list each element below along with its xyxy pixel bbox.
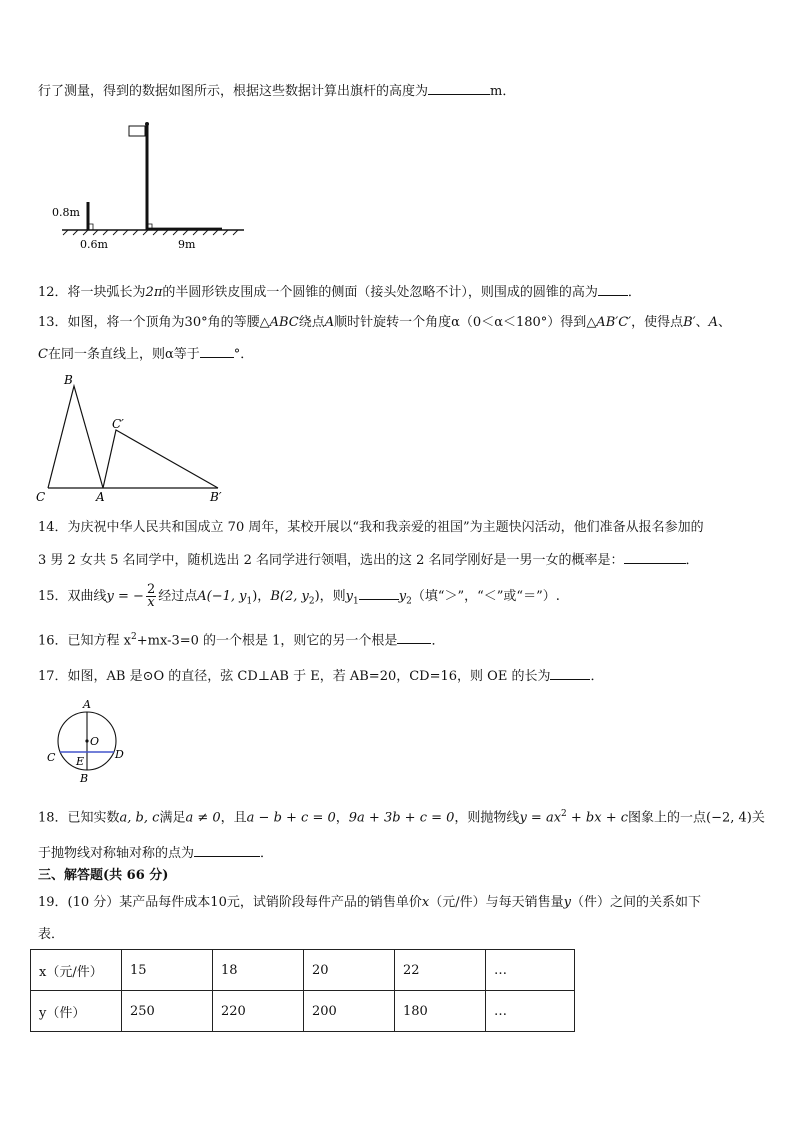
q19-line2: 表．: [38, 927, 65, 942]
table-cell: 20: [304, 950, 395, 991]
q18-line2: 于抛物线对称轴对称的点为 ．: [38, 842, 273, 864]
table-cell: 220: [213, 991, 304, 1032]
answer-blank-q13[interactable]: [200, 343, 234, 358]
label-C: C: [36, 490, 46, 504]
answer-blank-q11[interactable]: [428, 80, 490, 95]
label-A: A: [96, 490, 105, 504]
label-B: B: [80, 772, 89, 785]
label-C-prime: C′: [112, 417, 124, 431]
q14-line1: 14．为庆祝中华人民共和国成立 70 周年，某校开展以“我和我亲爱的祖国”为主题快闪活动，他们准备从报名参加的: [38, 520, 704, 535]
table-row: [31, 991, 575, 1032]
table-cell: 200: [304, 991, 395, 1032]
table-cell: …: [486, 991, 575, 1032]
answer-blank-q16[interactable]: [397, 629, 431, 644]
answer-blank-q15[interactable]: [359, 585, 399, 600]
table-cell: 250: [122, 991, 213, 1032]
answer-blank-q17[interactable]: [550, 665, 590, 680]
q18-line1: 18．已知实数a, b, c满足a ≠ 0，且a − b + c = 0，9a + 3b + c = 0，则抛物线$y = ax^2$ + bx + c图象上的一点(−2, 4)关: [38, 809, 765, 826]
answer-blank-q12[interactable]: [598, 281, 628, 296]
table-cell: 22: [395, 950, 486, 991]
label-A: A: [83, 698, 91, 711]
q16-text: 16．已知方程 $x^2+mx-3=0$ 的一个根是 1，则它的另一个根是 ．: [38, 627, 444, 651]
table-cell: …: [486, 950, 575, 991]
fraction: $\frac{2}{x}$: [146, 582, 156, 610]
table-cell: 18: [213, 950, 304, 991]
section-heading: 三、解答题(共 66 分): [38, 868, 169, 883]
q15-text: 15．双曲线y = − $\frac{2}{x}$ 经过点A(−1, $y_1$)，B(2, $y_2$)，则$y_1$ $y_2$（填“＞”，“＜”或“＝”）.: [38, 582, 560, 610]
label-rod-shadow: 0.6m: [80, 238, 108, 251]
table-cell: y（件）: [31, 991, 122, 1032]
q11-text: 行了测量，得到的数据如图所示，根据这些数据计算出旗杆的高度为 m．: [38, 80, 515, 102]
table-row: [31, 950, 575, 991]
q17-text: 17．如图，AB 是⊙O 的直径，弦 CD⊥AB 于 E，若 AB=20，CD=16，则 OE 的长为 ．: [38, 665, 603, 687]
label-pole-shadow: 9m: [178, 238, 196, 251]
flagpole-figure: [48, 118, 248, 253]
label-B-prime: B′: [210, 490, 222, 504]
answer-blank-q14[interactable]: [624, 549, 686, 564]
label-rod-height: 0.8m: [52, 206, 80, 219]
q14-line2: 3 男 2 女共 5 名同学中，随机选出 2 名同学进行领唱，选出的这 2 名同学刚好是一男一女的概率是： ．: [38, 549, 699, 571]
q13-line1: 13．如图，将一个顶角为30°角的等腰△ABC绕点A顺时针旋转一个角度α（0＜α＜180°）得到△AB′C′，使得点B′、A、: [38, 315, 732, 330]
label-C: C: [47, 751, 56, 764]
q12-text: 12．将一块弧长为2π的半圆形铁皮围成一个圆锥的侧面（接头处忽略不计），则围成的圆锥的高为 ．: [38, 281, 641, 303]
label-B: B: [64, 373, 73, 387]
label-D: D: [115, 748, 124, 761]
label-E: E: [76, 755, 85, 768]
table-cell: 180: [395, 991, 486, 1032]
price-sales-table: [30, 949, 575, 1032]
label-O: O: [90, 735, 100, 748]
table-cell: 15: [122, 950, 213, 991]
circle-chord-figure: [44, 694, 134, 786]
table-cell: x（元/件）: [31, 950, 122, 991]
triangle-rotation-figure: [34, 370, 234, 505]
q19-line1: 19．(10 分）某产品每件成本10元，试销阶段每件产品的销售单价x（元/件）与每天销售量y（件）之间的关系如下: [38, 895, 701, 910]
answer-blank-q18[interactable]: [194, 842, 260, 857]
q13-line2: C在同一条直线上，则α等于 °．: [38, 343, 253, 365]
